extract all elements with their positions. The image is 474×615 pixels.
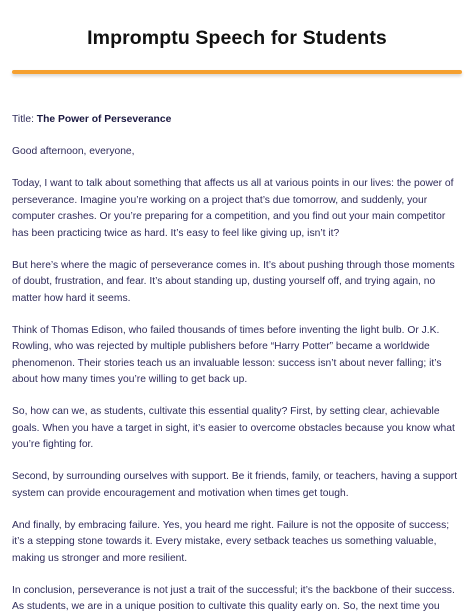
header-accent-bar [12,70,462,74]
speech-body [12,112,462,615]
speech-paragraph-greeting: Good afternoon, everyone, [12,146,135,157]
page-title: Impromptu Speech for Students [87,27,387,49]
speech-paragraph-goals: So, how can we, as students, cultivate this essential quality? First, by setting clear, achievable goals. When you have a target in sight, it’s easier to overcome obstacles because you know what you’re fighting for. [12,406,455,450]
speech-paragraph-examples: Think of Thomas Edison, who failed thousands of times before inventing the light bulb. Or J.K. Rowling, who was rejected by multiple publishers before “Harry Potter” became a worldwide phenomenon. Their stories teach us an invaluable lesson: success isn’t about never falling; it’s about how many times you’re willing to get back up. [12,324,442,385]
speech-paragraph-support: Second, by surrounding ourselves with support. Be it friends, family, or teachers, having a support system can provide encouragement and motivation when times get tough. [12,471,458,499]
speech-title-value: The Power of Perseverance [36,114,172,125]
speech-paragraph-intro: Today, I want to talk about something that affects us all at various points in our lives: the power of perseverance. Imagine you’re working on a project that’s due tomorrow, and suddenly, your computer crashes. Or you’re preparing for a competition, and you find out your main competitor has been practicing twice as hard. It’s easy to feel like giving up, isn’t it? [12,178,454,239]
speech-paragraph-failure: And finally, by embracing failure. Yes, you heard me right. Failure is not the opposite of success; it’s a stepping stone towards it. Every mistake, every setback teaches us something valuable, making us stronger and more resilient. [12,519,450,564]
speech-title-line [12,112,462,129]
document-header [0,0,474,74]
speech-title-label: Title: [12,114,37,125]
speech-paragraph-magic: But here’s where the magic of perseverance comes in. It’s about pushing through those moments of doubt, frustration, and fear. It’s about standing up, dusting yourself off, and trying again, no matter how hard it seems. [12,259,455,304]
speech-paragraph-conclusion: In conclusion, perseverance is not just a trait of the successful; it’s the backbone of their success. As students, we are in a unique position to cultivate this quality early on. So, the next time you [12,584,455,612]
